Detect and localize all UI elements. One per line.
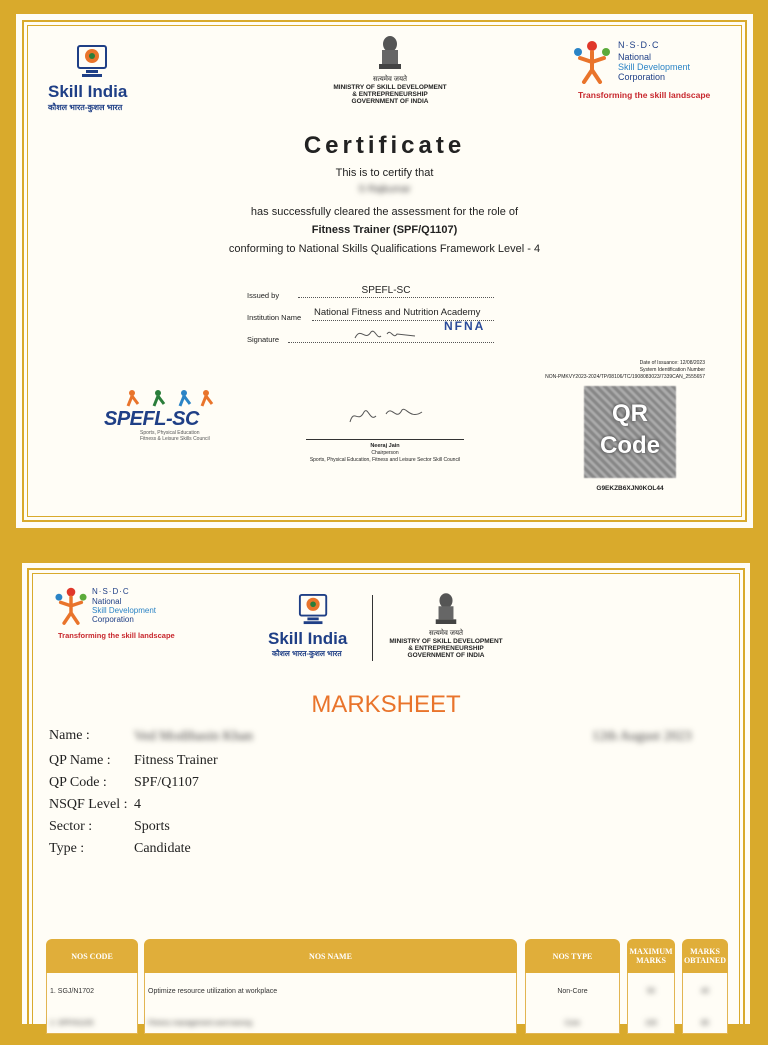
row2-max-marks: 100 (645, 1020, 657, 1027)
ministry-line3: GOVERNMENT OF INDIA (351, 98, 429, 105)
spefl-name: SPEFL-SC (104, 408, 199, 430)
marksheet-national-emblem-icon (432, 591, 460, 629)
marksheet-skill-india-title: Skill India (268, 629, 348, 648)
qr-label-2: Code (600, 432, 660, 459)
field-qp-code-value: SPF/Q1107 (134, 775, 199, 790)
ministry-motto: सत्यमेव जयते (372, 76, 408, 83)
institution-label: Institution Name (247, 313, 302, 322)
spefl-athletes-icon (118, 388, 218, 410)
ministry-block (310, 34, 470, 105)
nsdc-figure-icon (570, 38, 614, 84)
issued-by-value: SPEFL-SC (361, 285, 411, 296)
institution-signature-icon (351, 324, 421, 344)
marksheet-ministry-line3: GOVERNMENT OF INDIA (407, 652, 485, 659)
chairperson-line (306, 439, 464, 440)
nsdc-logo (570, 38, 720, 108)
marksheet-sheet (22, 563, 750, 1027)
nsdc-line1: National (618, 52, 652, 62)
skill-india-emblem-icon (76, 42, 110, 80)
signatory-name: Neeraj Jain (370, 443, 400, 449)
field-nsqf-value: 4 (134, 797, 141, 812)
header-nos-type: NOS TYPE (525, 939, 620, 973)
row1-nos-name: Optimize resource utilization at workplace (148, 988, 278, 995)
row1-nos-type: Non-Core (557, 988, 588, 995)
system-id: NON-PMKVY2023-2024/TP/08106/TC/1908083023/7339CAN_2555657 (545, 374, 705, 380)
row1-max-marks: 50 (647, 988, 655, 995)
marksheet-ministry-line2: & ENTREPRENEURSHIP (408, 645, 484, 652)
certificate-title: Certificate (303, 132, 466, 159)
field-type-label: Type : (49, 841, 85, 856)
signature-label: Signature (247, 335, 280, 344)
marksheet-nsdc-line2: Skill Development (92, 606, 157, 615)
row1-nos-code: 1. SGJ/N1702 (50, 988, 94, 995)
field-qp-name-label: QP Name : (49, 753, 111, 768)
field-name-label: Name : (49, 728, 90, 743)
spefl-sub1: Sports, Physical Education (140, 430, 200, 436)
nsdc-tagline: Transforming the skill landscape (578, 90, 711, 100)
row2-nos-code: 2. SPF/N1105 (50, 1020, 94, 1027)
field-qp-code-label: QP Code : (49, 775, 107, 790)
skill-india-title: Skill India (48, 82, 128, 101)
marksheet-date: 12th August 2023 (592, 729, 692, 744)
nsdc-abbr: N·S·D·C (618, 40, 660, 50)
field-type-value: Candidate (134, 841, 191, 856)
signatory-title: Chairperson (371, 450, 399, 456)
signatory-org: Sports, Physical Education, Fitness and Leisure Sector Skill Council (309, 457, 461, 463)
row2-nos-type: Core (564, 1020, 581, 1027)
marksheet-nsdc-logo (52, 585, 202, 655)
cleared-text: has successfully cleared the assessment for the role of (250, 206, 519, 218)
marksheet-nsdc-abbr: N·S·D·C (92, 587, 130, 596)
nsdc-line3: Corporation (618, 72, 666, 82)
marksheet-nsdc-tagline: Transforming the skill landscape (58, 631, 175, 640)
field-sector-label: Sector : (49, 819, 93, 834)
recipient-name: S Rajkumar (358, 184, 411, 195)
marksheet-skill-india-tagline: कौशल भारत-कुशल भारत (272, 649, 342, 658)
institution-abbr: NFNA (444, 319, 486, 333)
date-of-issuance: Date of Issuance: 12/08/2023 (639, 360, 705, 366)
issued-by-label: Issued by (247, 291, 280, 300)
nsdc-line2: Skill Development (618, 62, 691, 72)
conforming-text: conforming to National Skills Qualifications Framework Level - 4 (228, 243, 541, 255)
header-marks-obtained: MARKS OBTAINED (682, 939, 728, 973)
system-id-label: System Identification Number (639, 367, 705, 373)
field-nsqf-label: NSQF Level : (49, 797, 128, 812)
certify-text: This is to certify that (335, 167, 434, 179)
qr-label-1: QR (612, 400, 648, 427)
header-nos-name: NOS NAME (144, 939, 517, 973)
ministry-line2: & ENTREPRENEURSHIP (352, 91, 428, 98)
row2-marks-obtained: 85 (701, 1020, 709, 1027)
marksheet-skill-india-logo (268, 591, 368, 661)
skill-india-logo (44, 40, 144, 120)
logo-divider (372, 595, 373, 661)
institution-value: National Fitness and Nutrition Academy (314, 307, 481, 318)
role-text: Fitness Trainer (SPF/Q1107) (311, 224, 458, 236)
spefl-logo (100, 388, 230, 448)
chairperson-signature-icon (346, 402, 426, 428)
ministry-line1: MINISTRY OF SKILL DEVELOPMENT (333, 84, 447, 91)
marksheet-skill-india-emblem-icon (298, 591, 330, 627)
row2-nos-name: Fitness management and training (148, 1020, 252, 1027)
field-sector-value: Sports (134, 819, 170, 834)
marksheet-ministry-motto: सत्यमेव जयते (428, 630, 464, 637)
field-name-value: Ved Modihasin Khan (134, 729, 253, 744)
header-nos-code: NOS CODE (46, 939, 138, 973)
marksheet-ministry-block (376, 591, 516, 659)
certificate-sheet (16, 14, 753, 528)
field-qp-name-value: Fitness Trainer (134, 753, 218, 768)
marksheet-nsdc-line3: Corporation (92, 615, 134, 624)
marksheet-nsdc-line1: National (92, 597, 122, 606)
header-maximum-marks: MAXIMUM MARKS (627, 939, 675, 973)
marksheet-title: MARKSHEET (311, 691, 461, 718)
qr-code-id: G9EKZB6XJN0KOL44 (596, 485, 664, 492)
marksheet-ministry-line1: MINISTRY OF SKILL DEVELOPMENT (389, 638, 503, 645)
spefl-sub2: Fitness & Leisure Skills Council (140, 436, 210, 442)
issued-by-line (298, 297, 494, 298)
skill-india-tagline: कौशल भारत-कुशल भारत (48, 103, 123, 112)
row1-marks-obtained: 40 (701, 988, 709, 995)
national-emblem-icon (375, 34, 405, 74)
marksheet-nsdc-figure-icon (52, 585, 90, 625)
